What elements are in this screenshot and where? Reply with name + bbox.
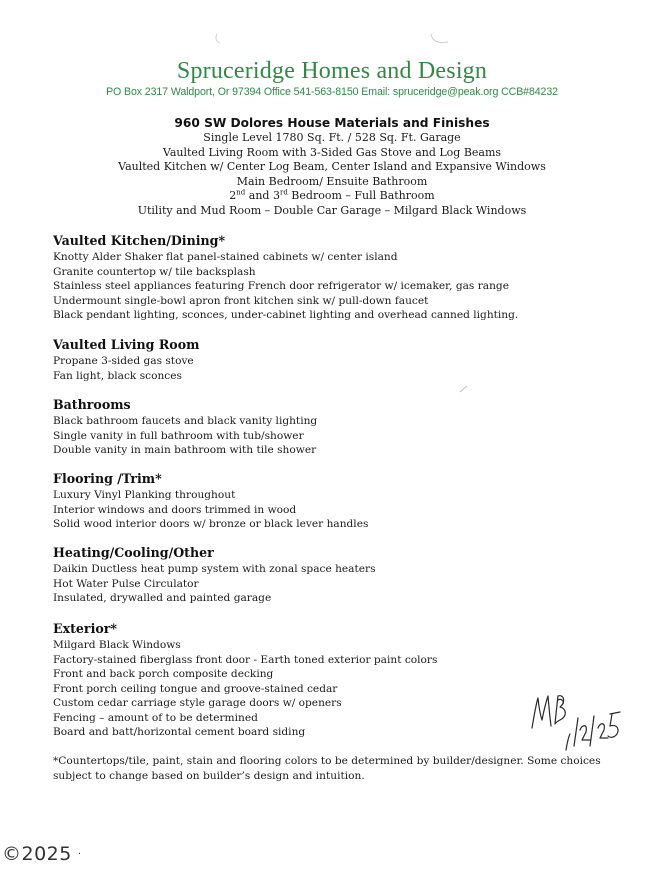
bedroom-mid: and 3 [245, 189, 280, 203]
section-heading: Vaulted Kitchen/Dining* [53, 233, 226, 248]
list-item: Luxury Vinyl Planking throughout [53, 489, 236, 501]
bedroom-suffix-2: rd [279, 188, 288, 197]
copyright-dot: · [77, 849, 82, 860]
section-heading: Heating/Cooling/Other [53, 545, 214, 560]
list-item: Single vanity in full bathroom with tub/shower [53, 429, 304, 442]
copyright-mark [2, 843, 82, 865]
section-kitchen [53, 232, 613, 323]
section-heating [53, 544, 613, 606]
list-item: Daikin Ductless heat pump system with zonal space heaters [53, 563, 376, 575]
list-item: Undermount single-bowl apron front kitchen sink w/ pull-down faucet [53, 294, 429, 307]
document-title: 960 SW Dolores House Materials and Finishes [174, 116, 490, 130]
list-item: Black pendant lighting, sconces, under-cabinet lighting and overhead canned lighting. [53, 309, 519, 321]
list-item: Interior windows and doors trimmed in wood [53, 503, 297, 516]
list-item: Front and back porch composite decking [53, 668, 274, 680]
copyright-text: ©2025 [2, 843, 72, 865]
summary-line: Single Level 1780 Sq. Ft. / 528 Sq. Ft. Garage [203, 131, 461, 144]
summary-line: Vaulted Kitchen w/ Center Log Beam, Center Island and Expansive Windows [118, 160, 546, 174]
footnote: *Countertops/tile, paint, stain and flooring colors to be determined by builder/designer. Some choices subject to change based on builder’s design and intuition. [53, 755, 601, 782]
list-item: Solid wood interior doors w/ bronze or black lever handles [53, 518, 369, 530]
section-bathrooms [53, 396, 613, 458]
list-item: Custom cedar carriage style garage doors w/ openers [53, 697, 342, 709]
list-item: Milgard Black Windows [53, 639, 181, 651]
handwritten-signature [528, 680, 628, 760]
summary-line-bedrooms [0, 189, 650, 204]
list-item: Front porch ceiling tongue and groove-stained cedar [53, 682, 338, 695]
list-item: Stainless steel appliances featuring French door refrigerator w/ icemaker, gas range [53, 280, 509, 292]
summary-line-utility: Utility and Mud Room – Double Car Garage – Milgard Black Windows [137, 203, 527, 217]
scan-mark-mid [458, 383, 470, 395]
list-item: Granite countertop w/ tile backsplash [53, 265, 256, 278]
list-item: Insulated, drywalled and painted garage [53, 592, 272, 604]
list-item: Propane 3-sided gas stove [53, 355, 194, 367]
section-heading: Bathrooms [53, 397, 131, 412]
scan-mark-right [428, 30, 452, 48]
list-item: Black bathroom faucets and black vanity lighting [53, 415, 318, 427]
list-item: Knotty Alder Shaker flat panel-stained cabinets w/ center island [53, 251, 398, 263]
section-flooring [53, 470, 613, 532]
scan-mark-left [214, 32, 228, 46]
list-item: Fencing – amount of to be determined [53, 711, 258, 724]
section-heading: Vaulted Living Room [53, 337, 200, 352]
bedroom-suffix-1: nd [236, 188, 246, 197]
section-heading: Flooring /Trim* [53, 471, 162, 486]
list-item: Fan light, black sconces [53, 369, 182, 382]
bedroom-num-1: 2 [229, 189, 237, 203]
title-block [0, 115, 650, 219]
bedroom-tail: Bedroom – Full Bathroom [287, 189, 435, 203]
company-contact-line: PO Box 2317 Waldport, Or 97394 Office 541-563-8150 Email: spruceridge@peak.org CCB#84232 [106, 86, 558, 98]
list-item: Double vanity in main bathroom with tile shower [53, 444, 317, 456]
summary-line: Vaulted Living Room with 3-Sided Gas Stove and Log Beams [162, 145, 502, 159]
section-living-room [53, 336, 613, 383]
list-item: Board and batt/horizontal cement board siding [53, 726, 306, 738]
summary-line: Main Bedroom/ Ensuite Bathroom [236, 174, 428, 188]
section-heading: Exterior* [53, 621, 117, 636]
company-name: Spruceridge Homes and Design [176, 58, 488, 84]
list-item: Factory-stained fiberglass front door - Earth toned exterior paint colors [53, 653, 438, 666]
list-item: Hot Water Pulse Circulator [53, 577, 199, 590]
